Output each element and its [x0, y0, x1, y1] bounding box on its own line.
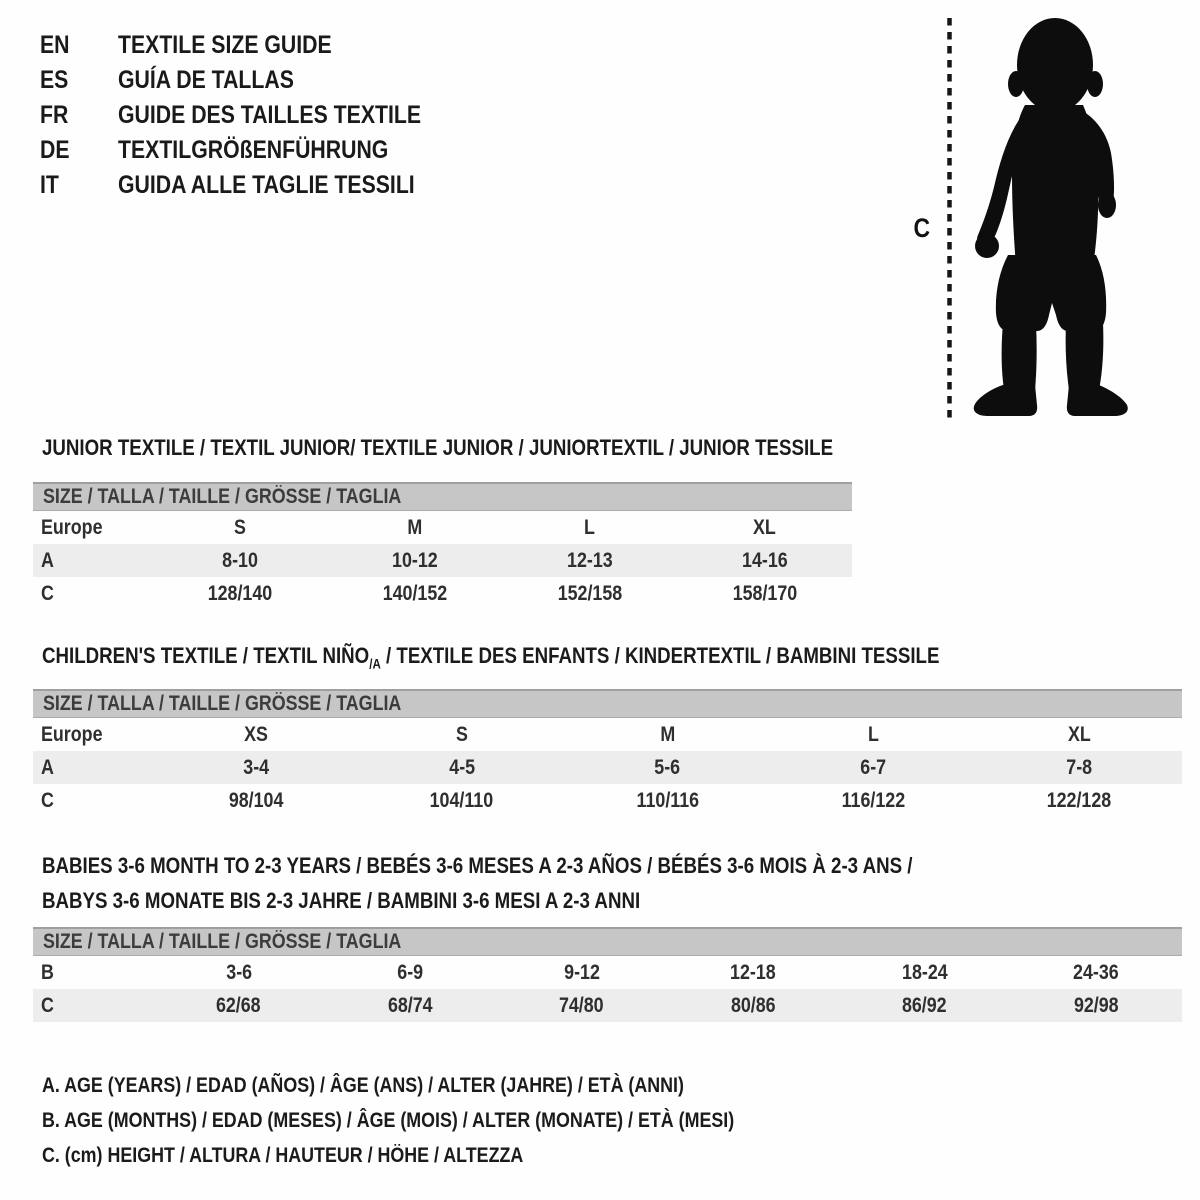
guide-title-es: GUÍA DE TALLAS: [118, 66, 294, 94]
table-row-age-months: B 3-6 6-9 9-12 12-18 18-24 24-36: [41, 960, 1120, 984]
babies-size-table: [33, 927, 1182, 1022]
height-measure-label-c: C: [913, 213, 931, 243]
lang-code: ES: [40, 66, 69, 94]
legend-age-years: A. AGE (YEARS) / EDAD (AÑOS) / ÂGE (ANS) / ALTER (JAHRE) / ETÀ (ANNI): [42, 1073, 684, 1097]
junior-size-table: [33, 482, 852, 610]
table-row-age-years: A 3-4 4-5 5-6 6-7 7-8: [33, 751, 1182, 784]
table-row-height-cm: C 98/104 104/110 110/116 116/122 122/128: [41, 788, 1112, 812]
table-row-europe: Europe S M L XL: [41, 515, 777, 539]
table-row-height-cm: C 128/140 140/152 152/158 158/170: [41, 581, 797, 605]
lang-code: IT: [40, 171, 59, 199]
lang-row-es: [40, 63, 475, 98]
babies-section-title: BABIES 3-6 MONTH TO 2-3 YEARS / BEBÉS 3-6 MESES A 2-3 AÑOS / BÉBÉS 3-6 MOIS À 2-3 ANS / BABYS 3-6 MONATE BIS 2-3 JAHRE / BAMBINI 3-6 MESI A 2-3 ANNI: [42, 853, 913, 913]
measurement-legend: [42, 1068, 856, 1173]
language-title-block: [40, 28, 475, 203]
table-row-europe: Europe XS S M L XL: [41, 722, 1091, 746]
children-size-table: [33, 689, 1182, 817]
toddler-silhouette-icon: [963, 13, 1138, 418]
lang-row-de: [40, 133, 475, 168]
guide-title-fr: GUIDE DES TAILLES TEXTILE: [118, 101, 422, 129]
lang-code: DE: [40, 136, 70, 164]
lang-code: EN: [40, 31, 70, 59]
legend-height-cm: C. (cm) HEIGHT / ALTURA / HAUTEUR / HÖHE / ALTEZZA: [42, 1143, 524, 1167]
size-header-bar: SIZE / TALLA / TAILLE / GRÖSSE / TAGLIA: [33, 927, 1182, 956]
lang-row-en: [40, 28, 475, 63]
children-section-title: CHILDREN'S TEXTILE / TEXTIL $NIÑO_{/A}$ / TEXTILE DES ENFANTS / KINDERTEXTIL / BAMBINI TESSILE: [42, 643, 940, 672]
size-header-bar: SIZE / TALLA / TAILLE / GRÖSSE / TAGLIA: [33, 482, 852, 511]
table-row-height-cm: C 62/68 68/74 74/80 80/86 86/92 92/98: [33, 989, 1182, 1022]
legend-age-months: B. AGE (MONTHS) / EDAD (MESES) / ÂGE (MOIS) / ALTER (MONATE) / ETÀ (MESI): [42, 1108, 735, 1132]
guide-title-en: TEXTILE SIZE GUIDE: [118, 31, 332, 59]
junior-section-title: JUNIOR TEXTILE / TEXTIL JUNIOR/ TEXTILE JUNIOR / JUNIORTEXTIL / JUNIOR TESSILE: [42, 435, 834, 460]
table-row-age-years: A 8-10 10-12 12-13 14-16: [33, 544, 852, 577]
guide-title-it: GUIDA ALLE TAGLIE TESSILI: [118, 171, 415, 199]
size-header-bar: SIZE / TALLA / TAILLE / GRÖSSE / TAGLIA: [33, 689, 1182, 718]
lang-row-it: [40, 168, 475, 203]
guide-title-de: TEXTILGRÖßENFÜHRUNG: [118, 136, 389, 164]
height-measure-dashed-line: [946, 18, 954, 418]
lang-row-fr: [40, 98, 475, 133]
lang-code: FR: [40, 101, 69, 129]
